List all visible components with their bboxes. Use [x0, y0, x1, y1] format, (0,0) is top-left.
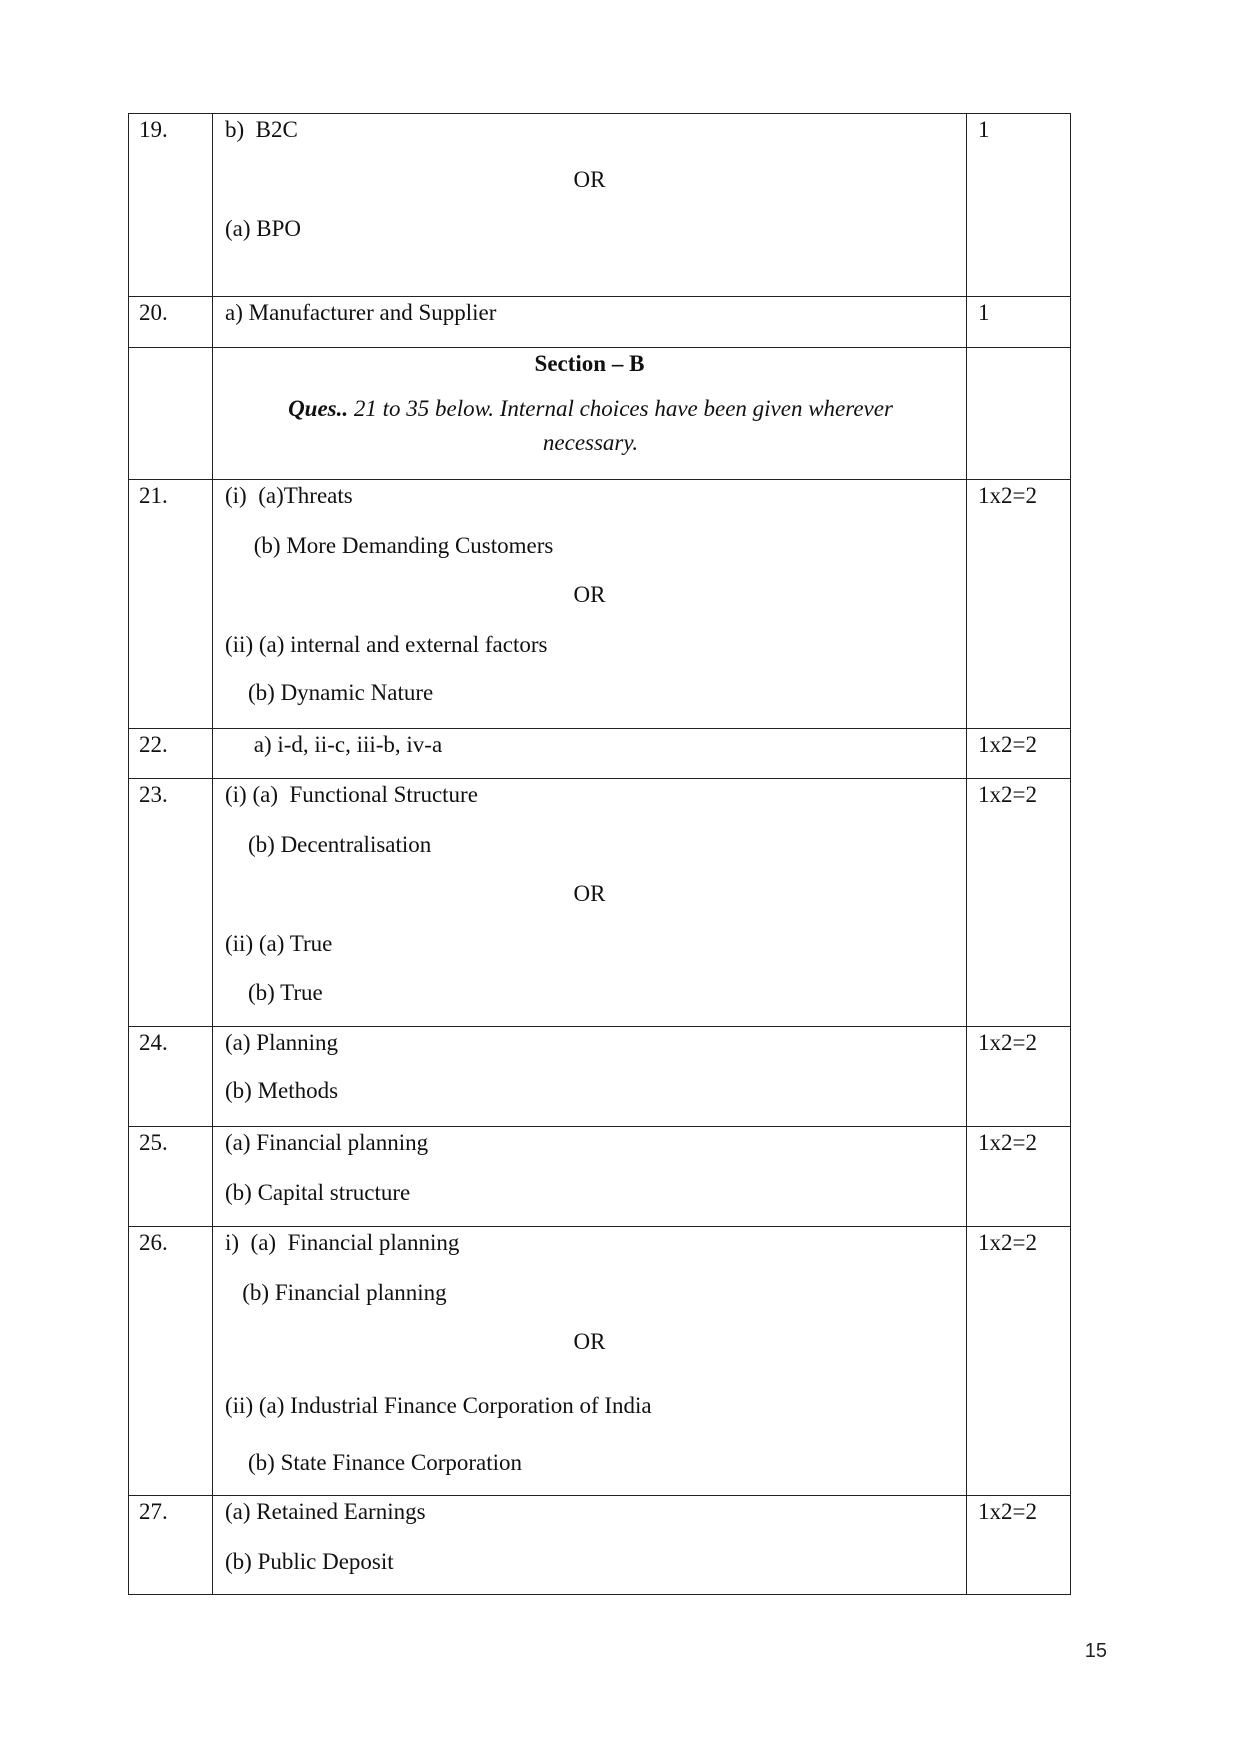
answer-line: b) B2C — [225, 117, 298, 142]
question-number: 19. — [129, 114, 213, 297]
answer-line: (b) Dynamic Nature — [225, 680, 434, 706]
answer-line: (ii) (a) Industrial Finance Corporation of India — [225, 1392, 652, 1418]
answer-line: (a) Retained Earnings — [225, 1499, 426, 1524]
marks-cell: 1 — [967, 297, 1071, 348]
marks-cell: 1x2=2 — [967, 729, 1071, 779]
table-row — [129, 114, 1071, 297]
answer-cell — [213, 297, 967, 348]
table-row — [129, 1227, 1071, 1496]
question-number: 23. — [129, 779, 213, 1027]
answer-line: (b) Capital structure — [225, 1179, 411, 1205]
marks-cell: 1x2=2 — [967, 480, 1071, 729]
section-header-row — [129, 348, 1071, 480]
answer-line: (b) True — [225, 980, 323, 1006]
question-number: 20. — [129, 297, 213, 348]
marks-cell: 1x2=2 — [967, 779, 1071, 1027]
or-separator: OR — [573, 582, 606, 608]
answer-line: (ii) (a) internal and external factors — [225, 631, 548, 657]
answer-line: (i) (a) Functional Structure — [225, 782, 478, 807]
table-row — [129, 1496, 1071, 1595]
table-row — [129, 729, 1071, 779]
question-number: 24. — [129, 1027, 213, 1127]
section-instructions-text: 21 to 35 below. Internal choices have been given wherever necessary. — [348, 395, 893, 455]
section-cell — [213, 348, 967, 480]
marks-cell: 1x2=2 — [967, 1496, 1071, 1595]
question-number: 25. — [129, 1127, 213, 1227]
answer-cell — [213, 1496, 967, 1595]
answer-key-table — [128, 113, 1071, 1595]
question-number: 27. — [129, 1496, 213, 1595]
answer-line: (b) More Demanding Customers — [225, 532, 554, 558]
answer-line: (b) Public Deposit — [225, 1548, 394, 1574]
answer-line: a) i-d, ii-c, iii-b, iv-a — [225, 732, 443, 757]
answer-line: (b) Decentralisation — [225, 831, 432, 857]
section-title: Section – B — [534, 351, 645, 376]
answer-line: (b) Methods — [225, 1077, 339, 1103]
page-number: 15 — [1084, 1640, 1107, 1662]
answer-cell — [213, 114, 967, 297]
marks-cell: 1x2=2 — [967, 1027, 1071, 1127]
section-instructions — [225, 392, 966, 460]
question-number: 21. — [129, 480, 213, 729]
marks-cell: 1x2=2 — [967, 1227, 1071, 1496]
marks-cell: 1 — [967, 114, 1071, 297]
or-separator: OR — [573, 881, 606, 907]
answer-line: (b) State Finance Corporation — [225, 1450, 523, 1476]
answer-cell — [213, 779, 967, 1027]
empty-cell — [967, 348, 1071, 480]
answer-cell — [213, 480, 967, 729]
answer-line: i) (a) Financial planning — [225, 1230, 460, 1255]
table-row — [129, 1027, 1071, 1127]
answer-cell — [213, 1127, 967, 1227]
answer-line: (b) Financial planning — [225, 1279, 447, 1305]
marks-cell: 1x2=2 — [967, 1127, 1071, 1227]
answer-line: a) Manufacturer and Supplier — [225, 300, 497, 325]
answer-line: (a) BPO — [225, 216, 302, 242]
or-separator: OR — [573, 1329, 606, 1355]
table-row — [129, 1127, 1071, 1227]
or-separator: OR — [573, 166, 606, 192]
answer-line: (i) (a)Threats — [225, 483, 353, 508]
answer-cell — [213, 1027, 967, 1127]
answer-line: (a) Financial planning — [225, 1130, 429, 1155]
answer-line: (ii) (a) True — [225, 930, 333, 956]
answer-line: (a) Planning — [225, 1030, 339, 1055]
answer-cell — [213, 729, 967, 779]
empty-cell — [129, 348, 213, 480]
section-instructions-bold: Ques.. — [288, 395, 349, 421]
table-row — [129, 297, 1071, 348]
answer-cell — [213, 1227, 967, 1496]
question-number: 22. — [129, 729, 213, 779]
table-row — [129, 480, 1071, 729]
table-row — [129, 779, 1071, 1027]
question-number: 26. — [129, 1227, 213, 1496]
